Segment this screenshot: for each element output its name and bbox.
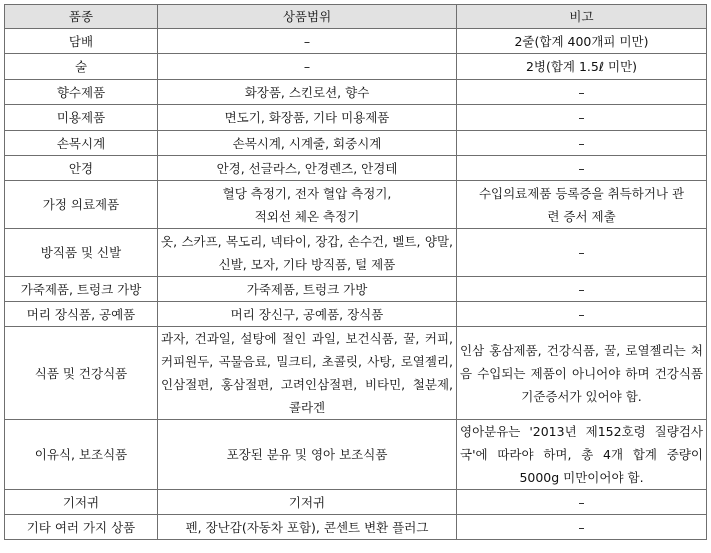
category-cell: 식품 및 건강식품 <box>5 327 158 420</box>
note-cell: – <box>457 156 707 181</box>
category-cell: 이유식, 보조식품 <box>5 420 158 490</box>
note-cell: – <box>457 229 707 277</box>
table-row <box>5 156 707 181</box>
header-scope: 상품범위 <box>158 5 457 29</box>
table-row <box>5 515 707 540</box>
table-row <box>5 80 707 105</box>
category-cell: 향수제품 <box>5 80 158 105</box>
category-cell: 가정 의료제품 <box>5 181 158 229</box>
category-cell: 기저귀 <box>5 490 158 515</box>
note-cell: – <box>457 490 707 515</box>
scope-cell: 안경, 선글라스, 안경렌즈, 안경테 <box>158 156 457 181</box>
scope-cell: 옷, 스카프, 목도리, 넥타이, 장갑, 손수건, 벨트, 양말, 신발, 모자, 기타 방직품, 털 제품 <box>158 229 457 277</box>
scope-cell: 가죽제품, 트렁크 가방 <box>158 277 457 302</box>
note-cell: 영아분유는 '2013년 제152호령 질량검사국'에 따라야 하며, 총 4개 합계 중량이 5000g 미만이어야 함. <box>457 420 707 490</box>
note-cell: 인삼 홍삼제품, 건강식품, 꿀, 로열젤리는 처음 수입되는 제품이 아니어야 하며 건강식품 기준증서가 있어야 함. <box>457 327 707 420</box>
category-cell: 기타 여러 가지 상품 <box>5 515 158 540</box>
note-cell: 2줄(합계 400개피 미만) <box>457 29 707 54</box>
header-row <box>5 5 707 29</box>
category-cell: 안경 <box>5 156 158 181</box>
table-row <box>5 327 707 420</box>
scope-cell: 펜, 장난감(자동차 포함), 콘센트 변환 플러그 <box>158 515 457 540</box>
duty-free-product-table <box>4 4 707 540</box>
table-row <box>5 490 707 515</box>
scope-cell: – <box>158 54 457 80</box>
note-cell: – <box>457 131 707 156</box>
category-cell: 술 <box>5 54 158 80</box>
note-cell: 수입의료제품 등록증을 취득하거나 관련 증서 제출 <box>457 181 707 229</box>
scope-cell: 포장된 분유 및 영아 보조식품 <box>158 420 457 490</box>
category-cell: 방직품 및 신발 <box>5 229 158 277</box>
scope-cell: 머리 장신구, 공예품, 장식품 <box>158 302 457 327</box>
table-row <box>5 131 707 156</box>
table-row <box>5 181 707 229</box>
scope-cell: 손목시계, 시계줄, 회중시계 <box>158 131 457 156</box>
table-row <box>5 420 707 490</box>
header-note: 비고 <box>457 5 707 29</box>
table-row <box>5 277 707 302</box>
note-cell: – <box>457 80 707 105</box>
category-cell: 담배 <box>5 29 158 54</box>
category-cell: 손목시계 <box>5 131 158 156</box>
table-row <box>5 229 707 277</box>
note-cell: 2병(합계 1.5ℓ 미만) <box>457 54 707 80</box>
note-cell: – <box>457 302 707 327</box>
table-row <box>5 302 707 327</box>
scope-cell: 기저귀 <box>158 490 457 515</box>
category-cell: 미용제품 <box>5 105 158 131</box>
scope-cell: 면도기, 화장품, 기타 미용제품 <box>158 105 457 131</box>
scope-cell: – <box>158 29 457 54</box>
scope-cell: 화장품, 스킨로션, 향수 <box>158 80 457 105</box>
note-cell: – <box>457 515 707 540</box>
table-row <box>5 105 707 131</box>
header-category: 품종 <box>5 5 158 29</box>
table-row <box>5 54 707 80</box>
scope-cell: 과자, 건과일, 설탕에 절인 과일, 보건식품, 꿀, 커피, 커피원두, 곡물음료, 밀크티, 초콜릿, 사탕, 로열젤리, 인삼절편, 홍삼절편, 고려인삼절편, 비타민, 철분제, 콜라겐 <box>158 327 457 420</box>
category-cell: 머리 장식품, 공예품 <box>5 302 158 327</box>
note-cell: – <box>457 277 707 302</box>
category-cell: 가죽제품, 트렁크 가방 <box>5 277 158 302</box>
scope-cell: 혈당 측정기, 전자 혈압 측정기, 적외선 체온 측정기 <box>158 181 457 229</box>
table-row <box>5 29 707 54</box>
note-cell: – <box>457 105 707 131</box>
